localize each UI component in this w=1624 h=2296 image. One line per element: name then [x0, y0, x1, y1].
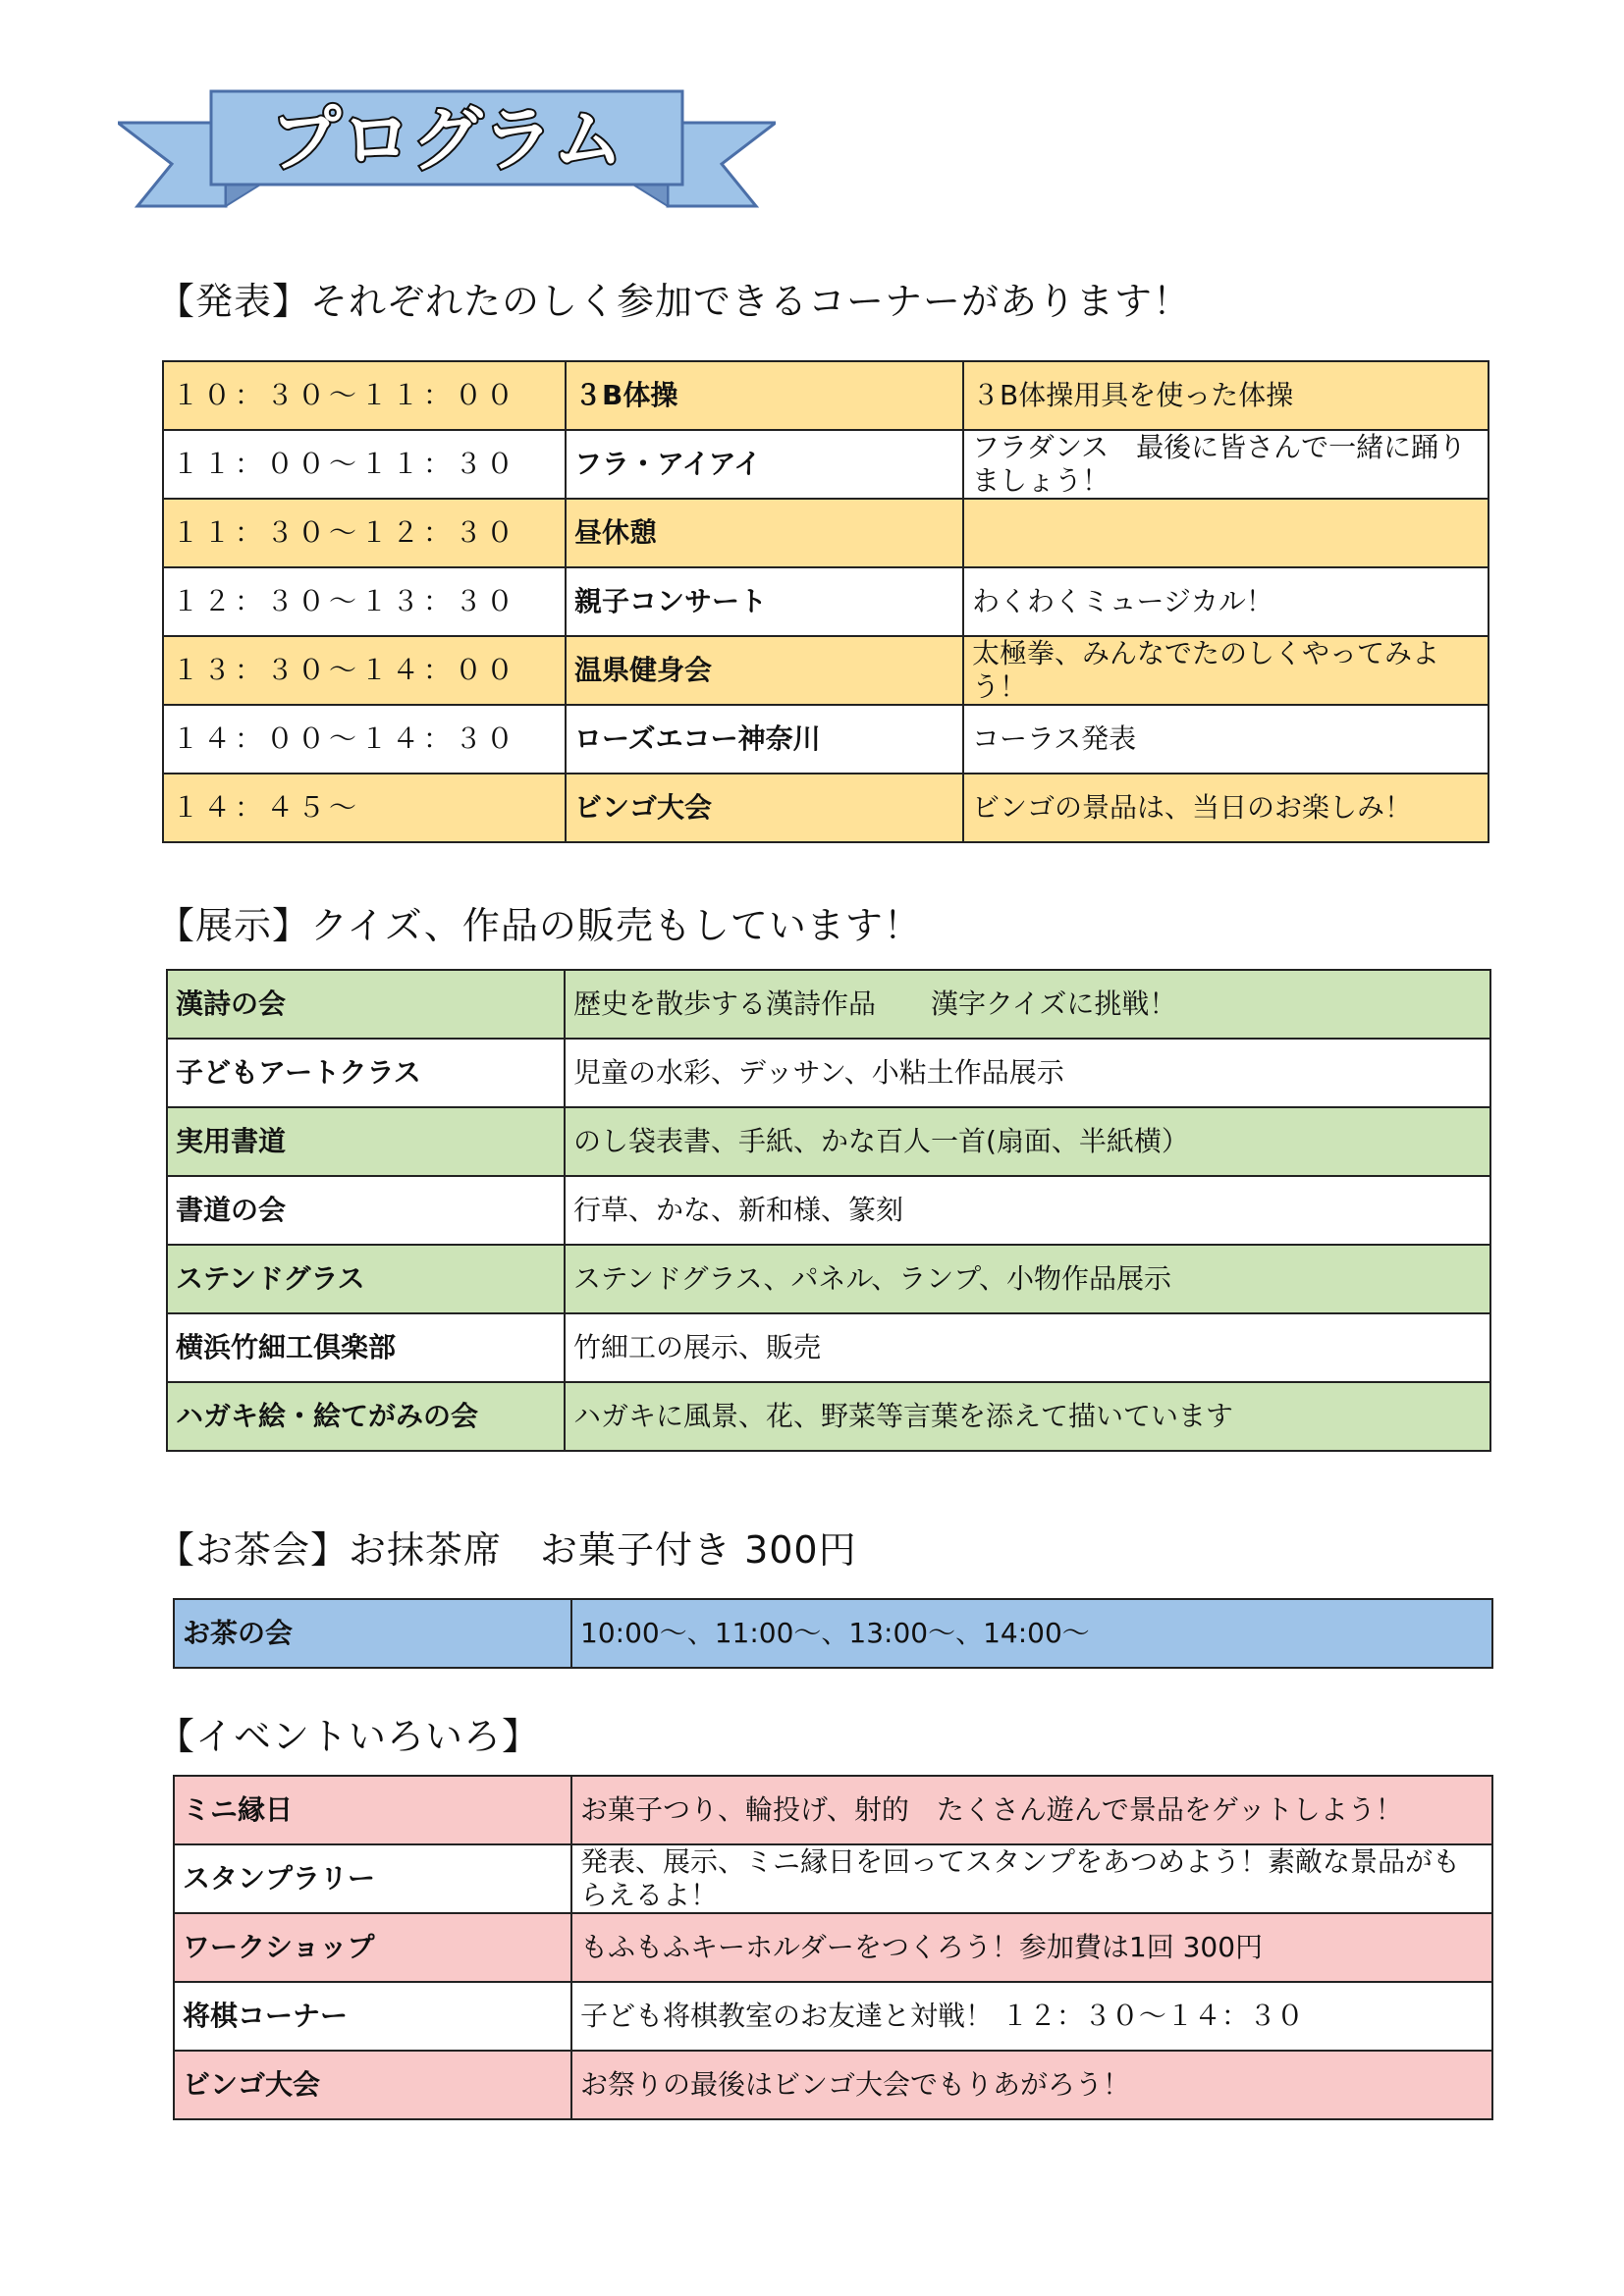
table-row: [174, 1913, 1492, 1982]
name-cell: 書道の会: [167, 1176, 565, 1245]
desc-cell: ３B体操用具を使った体操: [963, 361, 1489, 430]
events-table: [173, 1775, 1493, 2120]
table-row: [167, 970, 1490, 1039]
table-row: [174, 1599, 1492, 1668]
name-cell: ３B体操: [566, 361, 963, 430]
table-row: [174, 2051, 1492, 2119]
name-cell: 実用書道: [167, 1107, 565, 1176]
desc-cell: コーラス発表: [963, 705, 1489, 774]
table-row: [163, 636, 1489, 705]
name-cell: お茶の会: [174, 1599, 571, 1668]
desc-cell: 10:00～、11:00～、13:00～、14:00～: [571, 1599, 1492, 1668]
name-cell: 横浜竹細工倶楽部: [167, 1313, 565, 1382]
name-cell: フラ・アイアイ: [566, 430, 963, 499]
desc-cell: ハガキに風景、花、野菜等言葉を添えて描いています: [565, 1382, 1490, 1451]
desc-cell: 子ども将棋教室のお友達と対戦！ １２：３０～１４：３０: [571, 1982, 1492, 2051]
desc-cell: ステンドグラス、パネル、ランプ、小物作品展示: [565, 1245, 1490, 1313]
time-cell: １４：４５～: [163, 774, 566, 842]
table-row: [163, 705, 1489, 774]
table-row: [167, 1313, 1490, 1382]
desc-cell: 行草、かな、新和様、篆刻: [565, 1176, 1490, 1245]
desc-cell: 発表、展示、ミニ縁日を回ってスタンプをあつめよう！素敵な景品がもらえるよ！: [571, 1844, 1492, 1913]
table-row: [167, 1176, 1490, 1245]
name-cell: スタンプラリー: [174, 1844, 571, 1913]
name-cell: 子どもアートクラス: [167, 1039, 565, 1107]
table-row: [163, 499, 1489, 567]
table-row: [163, 567, 1489, 636]
name-cell: ハガキ絵・絵てがみの会: [167, 1382, 565, 1451]
desc-cell: 太極拳、みんなでたのしくやってみよう！: [963, 636, 1489, 705]
exhibition-heading: 【展示】クイズ、作品の販売もしています！: [157, 904, 922, 947]
name-cell: 親子コンサート: [566, 567, 963, 636]
table-row: [167, 1039, 1490, 1107]
desc-cell: 竹細工の展示、販売: [565, 1313, 1490, 1382]
desc-cell: 歴史を散歩する漢詩作品 漢字クイズに挑戦！: [565, 970, 1490, 1039]
desc-cell: 児童の水彩、デッサン、小粘土作品展示: [565, 1039, 1490, 1107]
name-cell: ミニ縁日: [174, 1776, 571, 1844]
name-cell: ビンゴ大会: [566, 774, 963, 842]
tea-table: [173, 1598, 1493, 1669]
name-cell: 将棋コーナー: [174, 1982, 571, 2051]
name-cell: ビンゴ大会: [174, 2051, 571, 2119]
time-cell: １３：３０～１４：００: [163, 636, 566, 705]
time-cell: １１：３０～１２：３０: [163, 499, 566, 567]
desc-cell: お菓子つり、輪投げ、射的 たくさん遊んで景品をゲットしよう！: [571, 1776, 1492, 1844]
events-heading: 【イベントいろいろ】: [157, 1715, 541, 1758]
table-row: [163, 361, 1489, 430]
table-row: [174, 1776, 1492, 1844]
table-row: [167, 1245, 1490, 1313]
tea-heading: 【お茶会】お抹茶席 お菓子付き 300円: [157, 1528, 857, 1572]
time-cell: １１：００～１１：３０: [163, 430, 566, 499]
desc-cell: のし袋表書、手紙、かな百人一首(扇面、半紙横）: [565, 1107, 1490, 1176]
name-cell: ローズエコー神奈川: [566, 705, 963, 774]
table-row: [167, 1107, 1490, 1176]
desc-cell: フラダンス 最後に皆さんで一緒に踊りましょう！: [963, 430, 1489, 499]
page-title: プログラム: [270, 98, 623, 181]
desc-cell: [963, 499, 1489, 567]
presentation-table: [162, 360, 1489, 843]
name-cell: 漢詩の会: [167, 970, 565, 1039]
presentation-heading: 【発表】それぞれたのしく参加できるコーナーがあります！: [157, 280, 1192, 323]
desc-cell: ビンゴの景品は、当日のお楽しみ！: [963, 774, 1489, 842]
desc-cell: お祭りの最後はビンゴ大会でもりあがろう！: [571, 2051, 1492, 2119]
name-cell: ステンドグラス: [167, 1245, 565, 1313]
time-cell: １２：３０～１３：３０: [163, 567, 566, 636]
title-banner: [118, 83, 776, 211]
table-row: [167, 1382, 1490, 1451]
table-row: [163, 430, 1489, 499]
name-cell: ワークショップ: [174, 1913, 571, 1982]
name-cell: 温県健身会: [566, 636, 963, 705]
table-row: [163, 774, 1489, 842]
exhibition-table: [166, 969, 1491, 1452]
time-cell: １０：３０～１１：００: [163, 361, 566, 430]
name-cell: 昼休憩: [566, 499, 963, 567]
desc-cell: わくわくミュージカル！: [963, 567, 1489, 636]
table-row: [174, 1982, 1492, 2051]
time-cell: １４：００～１４：３０: [163, 705, 566, 774]
table-row: [174, 1844, 1492, 1913]
desc-cell: もふもふキーホルダーをつくろう！参加費は1回 300円: [571, 1913, 1492, 1982]
